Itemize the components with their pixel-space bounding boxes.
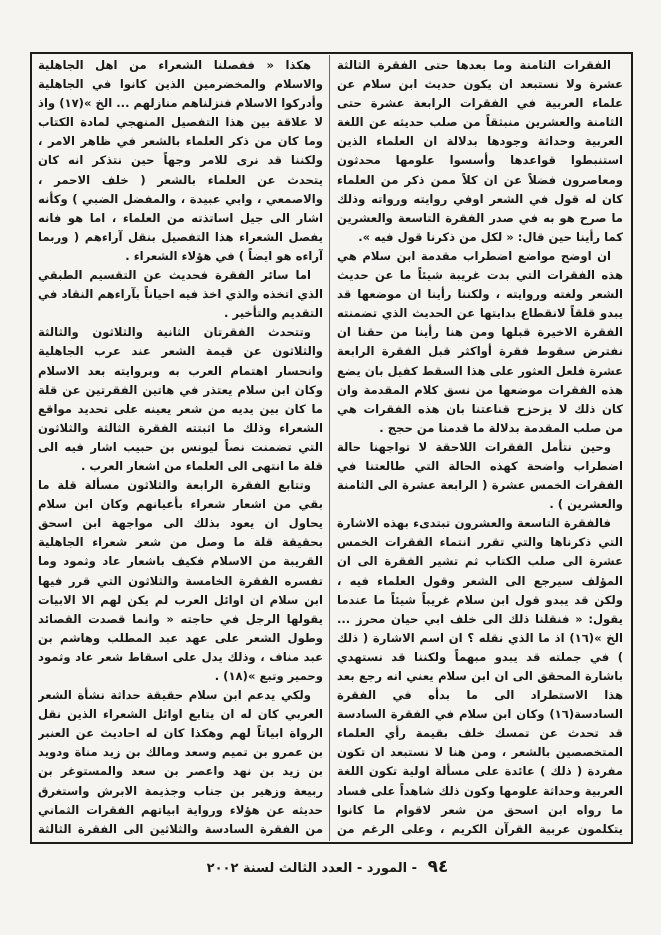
paragraph: فالفقرة التاسعة والعشرون تبتدىء بهذه الاشارة التي ذكرناها والتي تقرر انتماء الفقرات الخمس عشرة الى صلب الكتاب ثم تشير الفقرة الى ان المؤلف سيرجع الى الشعر وقول العلماء فيه ، ولكن قد يبدو قول ابن سلام غريباً شيئاً ما عندما يقول: « فنقلنا ذلك الى خلف ابي حيان محرز ... الخ »(١٦) اذ ما الذي نقله ؟ ان اسم الاشارة ( ذلك ) في جملته قد يبدو مبهماً ولكننا قد نستهدي باشارة المحقق الى ان ابن سلام يعني انه رجع بعد هذا الاستطراد الى ما بدأه في الفقرة السادسة(١٦) وكان ابن سلام في الفقرة السادسة قد تحدث عن تمسك خلف بقيمة رأي العلماء المتخصصين بالشعر ، ومن هنا لا نستبعد ان تكون مفردة ( ذلك ) عائدة على مسألة اولية تكون اللغة العربية وحداثة علومها وكون ذلك شاهداً على فساد ما رواه ابن اسحق من شعر لاقوام ما كانوا يتكلمون عربية القرآن الكريم ، وعلى الرغم من [337, 516, 623, 836]
page-number: ٩٤ [427, 857, 449, 877]
paragraph: وتتابع الفقرة الرابعة والثلاثون مسألة قلة ما بقي من اشعار شعراء بأعيانهم وكان ابن سلام يحاول ان يعود بذلك الى مواجهة ابن اسحق بحقيقة قلة ما وصل من شعر شعراء الجاهلية القريبة من الاسلام فكيف باشعار عاد وثمود وما تفسره الفقرة الخامسة والثلاثون التي قرر فيها ابن سلام ان اوائل العرب لم يكن لهم الا الابيات يقولها الرجل في حاجته « وانما قصدت القصائد وطول الشعر على عهد عبد المطلب وهاشم بن عبد مناف ، وذلك يدل على اسقاط شعر عاد وثمود وحمير وتبع »(١٨) . [38, 478, 323, 683]
right-column [337, 56, 623, 840]
journal-issue: المورد - العدد الثالث لسنة ٢٠٠٢ [206, 861, 408, 876]
paragraph: ولكي يدعم ابن سلام حقيقة حداثة نشأة الشعر العربي كان له ان يتابع اوائل الشعراء الذين نقل الرواة ابياتاً لهم وهكذا كان له احاديث عن العنبر بن عمرو بن تميم وسعد ومالك بن زيد مناة ودويد بن زيد بن نهد واعصر بن سعد والمستوغر بن ربيعة وزهير بن جناب وجذيمة الابرش واستغرق حديثه عن هؤلاء ورواية ابياتهم الفقرات الثماني من الفقرة السادسة والثلاثين الى الفقرة الثالثة [38, 688, 323, 836]
footer-separator: - [411, 861, 418, 876]
paragraph: وتتحدث الفقرتان الثانية والثلاثون والثالثة والثلاثون عن قيمة الشعر عند عرب الجاهلية وانحسار اهتمام العرب به وبروايته بعد الاسلام وكان ابن سلام يعتذر في هاتين الفقرتين عن قلة ما كان بين يديه من شعر يعينه على تحديد مواقع الشعراء وذلك ما اثبتته الفقرة الثالثة والثلاثون التي تضمنت نصاً ليونس بن حبيب اشار فيه الى قلة ما انتهى الى العلماء من اشعار العرب . [38, 325, 323, 473]
page-footer [0, 857, 661, 877]
paragraph: ان اوضح مواضع اضطراب مقدمة ابن سلام هي هذه الفقرات التي بدت غريبة شيئاً ما عن حديث الشعر ولغته وروايته ، ولكننا رأينا ان موضعها قد يبدو قلقاً لانقطاع بدايتها عن الحديث الذي تضمنته الفقرة الاخيرة قبلها ومن هنا رأينا من حقنا ان نفترض سقوط فقرة أواكثر قبل الفقرة الرابعة عشرة فلعل العثور على هذا السقط كفيل بان يضع هذه الفقرات موضعها من نسق كلام المقدمة وان كان ذلك لا يزحزح قناعتنا بان هذه الفقرات هي من صلب المقدمة بدلالة ما قدمنا من حجج . [337, 248, 623, 435]
paragraph: هكذا « ففصلنا الشعراء من اهل الجاهلية والاسلام والمخضرمين الذين كانوا في الجاهلية وأدركوا الاسلام فنزلناهم منازلهم ... الخ »(١٧) واذ لا علاقة بين هذا التفصيل المنهجي لمادة الكتاب وما كان من ذكر العلماء بالشعر في ظاهر الامر ، ولكننا قد نرى للامر وجهاً حين نتذكر انه كان يتحدث عن العلماء بالشعر ( خلف الاحمر ، والاصمعي ، وابي عبيدة ، والمفضل الضبي ) وكأنه اشار الى جيل اساتذته من العلماء ، اما هو فانه يفصل الشعراء هذا التفصيل بنقل آراءهم ( وربما آراءه هو ايضاً ) في هؤلاء الشعراء . [38, 58, 323, 263]
column-divider [329, 55, 330, 841]
paragraph: اما سائر الفقرة فحديث عن التقسيم الطبقي الذي اتخذه والذي اخذ فيه احياناً بآراءهم النقاد في التقديم والتأخير . [38, 268, 323, 321]
left-column [38, 56, 323, 840]
paragraph: وحين نتأمل الفقرات اللاحقة لا تواجهنا حالة اضطراب واضحة كهذه الحالة التي طالعتنا في الفقرات الخمس عشرة ( الرابعة عشرة الى الثامنة والعشرين ) . [337, 439, 623, 512]
paragraph: الفقرات الثامنة وما بعدها حتى الفقرة الثالثة عشرة ولا نستبعد ان يكون حديث ابن سلام عن علماء العربية في الفقرات الرابعة عشرة حتى الثامنة والعشرين منبثقاً من صلب حديثه عن اللغة العربية وحداثة وجودها بدلالة ان العلماء الذين استنبطوا قواعدها وأسسوا علومها محدثون ومعاصرون فضلاً عن ان كلاً ممن ذكر من العلماء كان له قول في الشعر اوفي روايته ورواته وذلك ما صرح هو به في صدر الفقرة التاسعة والعشرين كما رأينا حين قال: « لكل من ذكرنا قول فيه ». [337, 58, 623, 244]
